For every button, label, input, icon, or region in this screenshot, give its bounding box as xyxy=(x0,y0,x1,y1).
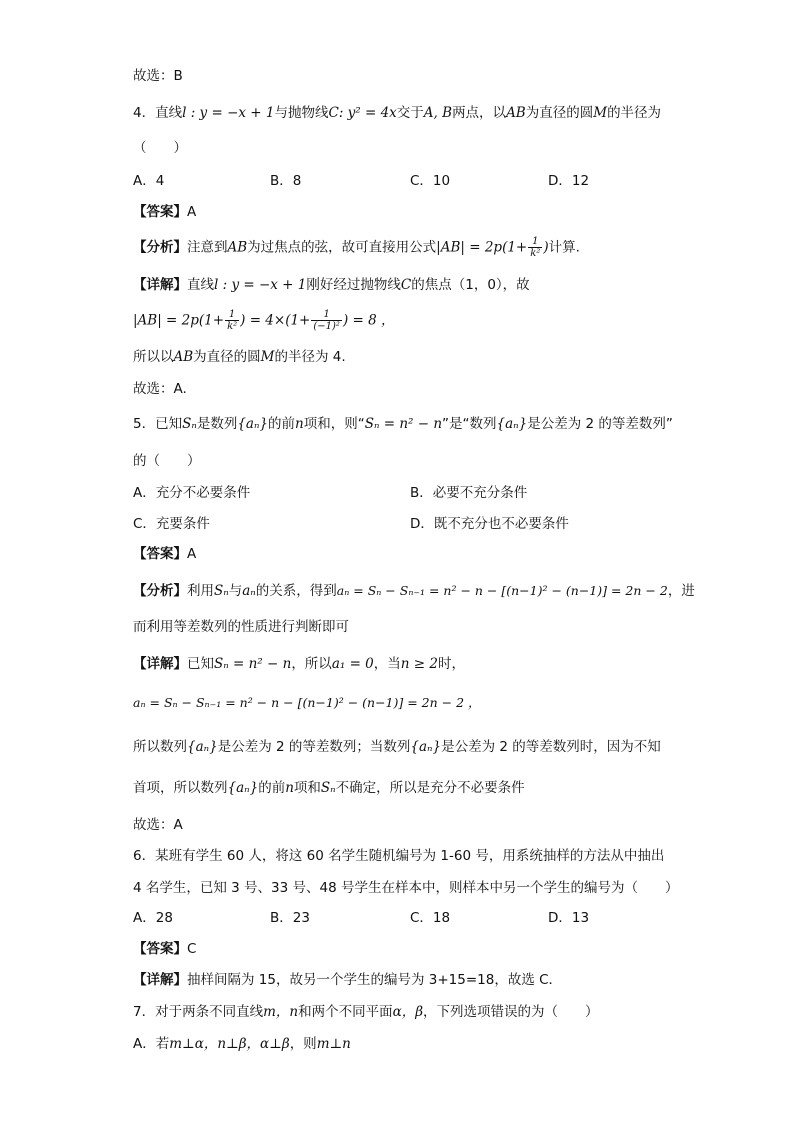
q4-answer: 【答案】A xyxy=(133,204,197,220)
q6-stem-cont: 4 名学生，已知 3 号、33 号、48 号学生在样本中，则样本中另一个学生的编号为（ ） xyxy=(133,880,679,896)
q4-option-d: D．12 xyxy=(548,173,590,189)
q5-answer: 【答案】A xyxy=(133,546,197,562)
q4-option-a: A．4 xyxy=(133,173,165,189)
fraction: $\frac{1}{\text{k²}}$ xyxy=(227,309,238,332)
q5-conclusion: 所以数列{aₙ}是公差为 2 的等差数列；当数列{aₙ}是公差为 2 的等差数列时，因为不知 xyxy=(133,739,661,755)
q3-choose: 故选：B xyxy=(133,68,183,84)
q7-stem: 7．对于两条不同直线m，n和两个不同平面α，β，下列选项错误的为（ ） xyxy=(133,1004,599,1020)
q4-choose: 故选：A. xyxy=(133,381,187,397)
q5-option-b: B．必要不充分条件 xyxy=(410,485,528,501)
q6-option-d: D．13 xyxy=(548,910,590,926)
q4-stem: 4．直线l : y = −x + 1与抛物线C: y² = 4x交于A, B两点，以AB为直径的圆M的半径为 xyxy=(133,105,662,121)
q5-option-a: A．充分不必要条件 xyxy=(133,485,251,501)
q6-option-a: A．28 xyxy=(133,910,173,926)
q5-stem-cont: 的（ ） xyxy=(133,453,201,469)
q6-stem: 6．某班有学生 60 人，将这 60 名学生随机编号为 1-60 号，用系统抽样的方法从中抽出 xyxy=(133,848,665,864)
q5-detail-equation: aₙ = Sₙ − Sₙ₋₁ = n² − n − [(n−1)² − (n−1)] = 2n − 2 ， xyxy=(133,695,481,710)
q5-analysis-cont: 而利用等差数列的性质进行判断即可 xyxy=(133,619,349,635)
q5-detail: 【详解】已知Sₙ = n² − n，所以a₁ = 0，当n ≥ 2时， xyxy=(133,656,465,672)
q7-option-a: A．若m⊥α，n⊥β，α⊥β，则m⊥n xyxy=(133,1036,351,1052)
q4-option-c: C．10 xyxy=(410,173,451,189)
q4-conclusion: 所以以AB为直径的圆M的半径为 4. xyxy=(133,349,346,365)
fraction: $\frac{1}{\text{k²}}$ xyxy=(530,236,541,259)
q5-choose: 故选：A xyxy=(133,817,183,833)
q4-option-b: B．8 xyxy=(270,173,302,189)
q6-option-b: B．23 xyxy=(270,910,310,926)
q5-stem: 5．已知Sₙ是数列{aₙ}的前n项和，则“Sₙ = n² − n”是“数列{aₙ}是公差为 2 的等差数列” xyxy=(133,416,673,432)
q6-answer: 【答案】C xyxy=(133,941,197,957)
q4-paren: （ ） xyxy=(133,140,187,156)
q5-option-d: D．既不充分也不必要条件 xyxy=(410,516,569,532)
q5-option-c: C．充要条件 xyxy=(133,516,210,532)
q5-analysis: 【分析】利用Sₙ与aₙ的关系，得到aₙ = Sₙ − Sₙ₋₁ = n² − n − [(n−1)² − (n−1)] = 2n − 2，进 xyxy=(133,583,695,599)
q4-detail-equation: |AB| = 2p(1+ $\frac{1}{\text{k²}}$ ) = 4×(1+ $\frac{1}{\text{(−1)²}}$ ) = 8 ， xyxy=(133,309,395,332)
q5-conclusion-cont: 首项，所以数列{aₙ}的前n项和Sₙ不确定，所以是充分不必要条件 xyxy=(133,780,525,796)
q4-detail: 【详解】直线l : y = −x + 1刚好经过抛物线C的焦点（1，0），故 xyxy=(133,277,530,293)
q6-option-c: C．18 xyxy=(410,910,451,926)
fraction: $\frac{1}{\text{(−1)²}}$ xyxy=(313,309,340,332)
q6-detail: 【详解】抽样间隔为 15，故另一个学生的编号为 3+15=18，故选 C． xyxy=(133,972,563,988)
q4-analysis: 【分析】注意到AB为过焦点的弦，故可直接用公式|AB| = 2p(1+ $\frac{1}{\text{k²}}$ )计算. xyxy=(133,236,580,259)
